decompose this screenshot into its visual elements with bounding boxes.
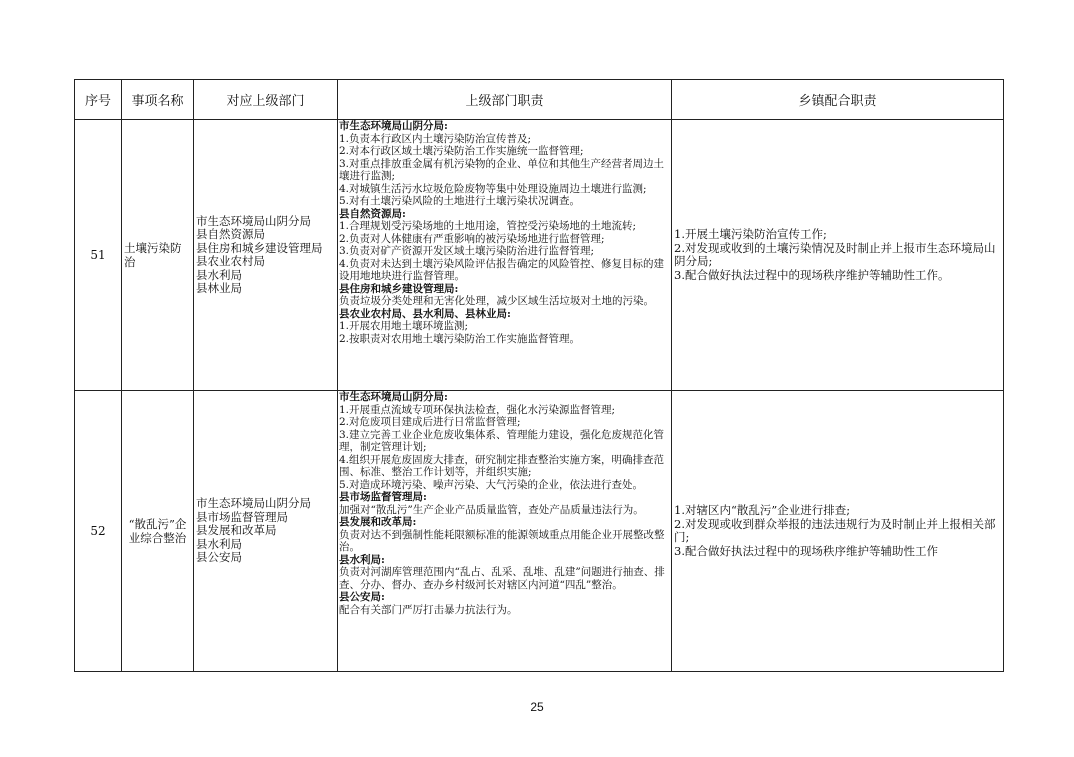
department-name: 市生态环境局山阴分局 bbox=[196, 496, 311, 511]
responsibility-line: 5.对造成环境污染、噪声污染、大气污染的企业，依法进行查处。 bbox=[339, 478, 644, 491]
row-superior-responsibilities bbox=[338, 391, 672, 672]
page-number: 25 bbox=[530, 700, 544, 714]
responsibility-heading: 县发展和改革局: bbox=[339, 516, 417, 528]
responsibility-heading: 县水利局: bbox=[339, 553, 385, 566]
responsibility-line: 负责对河湖库管理范围内“乱占、乱采、乱堆、乱建”问题进行抽查、排查、分办、督办、查办乡村级河长对辖区内河道“四乱”整治。 bbox=[339, 566, 665, 591]
table-row bbox=[75, 391, 1004, 672]
responsibility-heading: 县农业农村局、县水利局、县林业局: bbox=[339, 307, 511, 320]
department-name: 县水利局 bbox=[196, 536, 242, 551]
department-name: 县住房和城乡建设管理局 bbox=[196, 240, 323, 255]
responsibility-line: 4.对城镇生活污水垃圾危险废物等集中处理设施周边土壤进行监测; bbox=[339, 182, 647, 195]
responsibility-heading: 市生态环境局山阴分局: bbox=[339, 120, 448, 132]
township-duty: 3.配合做好执法过程中的现场秩序维护等辅助性工作。 bbox=[674, 267, 950, 282]
responsibility-line: 负责对达不到强制性能耗限额标准的能源领域重点用能企业开展整改整治。 bbox=[339, 528, 665, 553]
responsibility-line: 4.组织开展危废固废大排查，研究制定排查整治实施方案，明确排查范围、标准、整治工作计划等，并组织实施; bbox=[339, 453, 665, 478]
duty-table bbox=[74, 79, 1004, 672]
responsibility-heading: 县住房和城乡建设管理局: bbox=[339, 282, 459, 295]
department-name: 县公安局 bbox=[196, 550, 242, 565]
responsibility-line: 4.负责对未达到土壤污染风险评估报告确定的风险管控、修复目标的建设用地地块进行监督管理。 bbox=[339, 257, 665, 282]
responsibility-heading: 县市场监督管理局: bbox=[339, 491, 427, 503]
department-name: 县林业局 bbox=[196, 281, 242, 295]
responsibility-line: 2.对本行政区域土壤污染防治工作实施统一监督管理; bbox=[339, 145, 584, 157]
responsibility-line: 配合有关部门严厉打击暴力抗法行为。 bbox=[339, 603, 518, 616]
responsibility-heading: 县公安局: bbox=[339, 591, 385, 603]
row-township-responsibilities bbox=[672, 391, 1004, 672]
row-serial-number: 52 bbox=[75, 391, 122, 672]
township-duty: 2.对发现或收到的土壤污染情况及时制止并上报市生态环境局山阴分局; bbox=[674, 240, 996, 268]
department-name: 市生态环境局山阴分局 bbox=[196, 213, 311, 228]
row-departments bbox=[194, 120, 338, 391]
responsibility-line: 1.合理规划受污染场地的土地用途，管控受污染场地的土地流转; bbox=[339, 220, 637, 232]
township-duty: 2.对发现或收到群众举报的违法违规行为及时制止并上报相关部门; bbox=[674, 516, 996, 544]
responsibility-line: 2.负责对人体健康有严重影响的被污染场地进行监督管理; bbox=[339, 232, 605, 245]
table-row bbox=[75, 120, 1004, 391]
responsibility-heading: 县自然资源局: bbox=[339, 207, 406, 220]
township-duty: 1.对辖区内“散乱污”企业进行排查; bbox=[674, 503, 851, 517]
responsibility-line: 5.对有土壤污染风险的土地进行土壤污染状况调查。 bbox=[339, 195, 581, 207]
township-duty: 1.开展土壤污染防治宣传工作; bbox=[674, 227, 827, 241]
responsibility-line: 3.建立完善工业企业危废收集体系、管理能力建设，强化危废规范化管理，制定管理计划; bbox=[339, 428, 665, 453]
responsibility-line: 负责垃圾分类处理和无害化处理，减少区域生活垃圾对土地的污染。 bbox=[339, 295, 654, 307]
row-departments bbox=[194, 391, 338, 672]
row-item-name: “散乱污”企业综合整治 bbox=[122, 391, 194, 672]
header-superior-responsibilities: 上级部门职责 bbox=[338, 80, 672, 120]
header-superior-department: 对应上级部门 bbox=[194, 80, 338, 120]
department-name: 县水利局 bbox=[196, 267, 242, 282]
department-name: 县自然资源局 bbox=[196, 227, 265, 241]
row-item-name: 土壤污染防治 bbox=[122, 120, 194, 391]
responsibility-line: 2.按职责对农用地土壤污染防治工作实施监督管理。 bbox=[339, 332, 581, 345]
responsibility-line: 加强对“散乱污”生产企业产品质量监管，查处产品质量违法行为。 bbox=[339, 503, 644, 516]
responsibility-line: 3.对重点排放重金属有机污染物的企业、单位和其他生产经营者周边土壤进行监测; bbox=[339, 157, 665, 182]
responsibility-line: 2.对危废项目建成后进行日常监督管理; bbox=[339, 416, 521, 428]
header-serial-number: 序号 bbox=[75, 80, 122, 120]
table-header-row bbox=[75, 80, 1004, 120]
header-item-name: 事项名称 bbox=[122, 80, 194, 120]
responsibility-line: 3.负责对矿产资源开发区域土壤污染防治进行监督管理; bbox=[339, 245, 595, 257]
department-name: 县市场监督管理局 bbox=[196, 509, 288, 524]
row-superior-responsibilities bbox=[338, 120, 672, 391]
department-name: 县农业农村局 bbox=[196, 254, 265, 268]
header-township-responsibilities: 乡镇配合职责 bbox=[672, 80, 1004, 120]
responsibility-heading: 市生态环境局山阴分局: bbox=[339, 391, 448, 403]
department-name: 县发展和改革局 bbox=[196, 523, 277, 538]
row-township-responsibilities bbox=[672, 120, 1004, 391]
township-duty: 3.配合做好执法过程中的现场秩序维护等辅助性工作 bbox=[674, 543, 938, 558]
responsibility-line: 1.开展重点流域专项环保执法检查，强化水污染源监督管理; bbox=[339, 403, 616, 416]
responsibility-line: 1.负责本行政区内土壤污染防治宣传普及; bbox=[339, 132, 532, 145]
row-serial-number: 51 bbox=[75, 120, 122, 391]
responsibility-line: 1.开展农用地土壤环境监测; bbox=[339, 320, 469, 332]
